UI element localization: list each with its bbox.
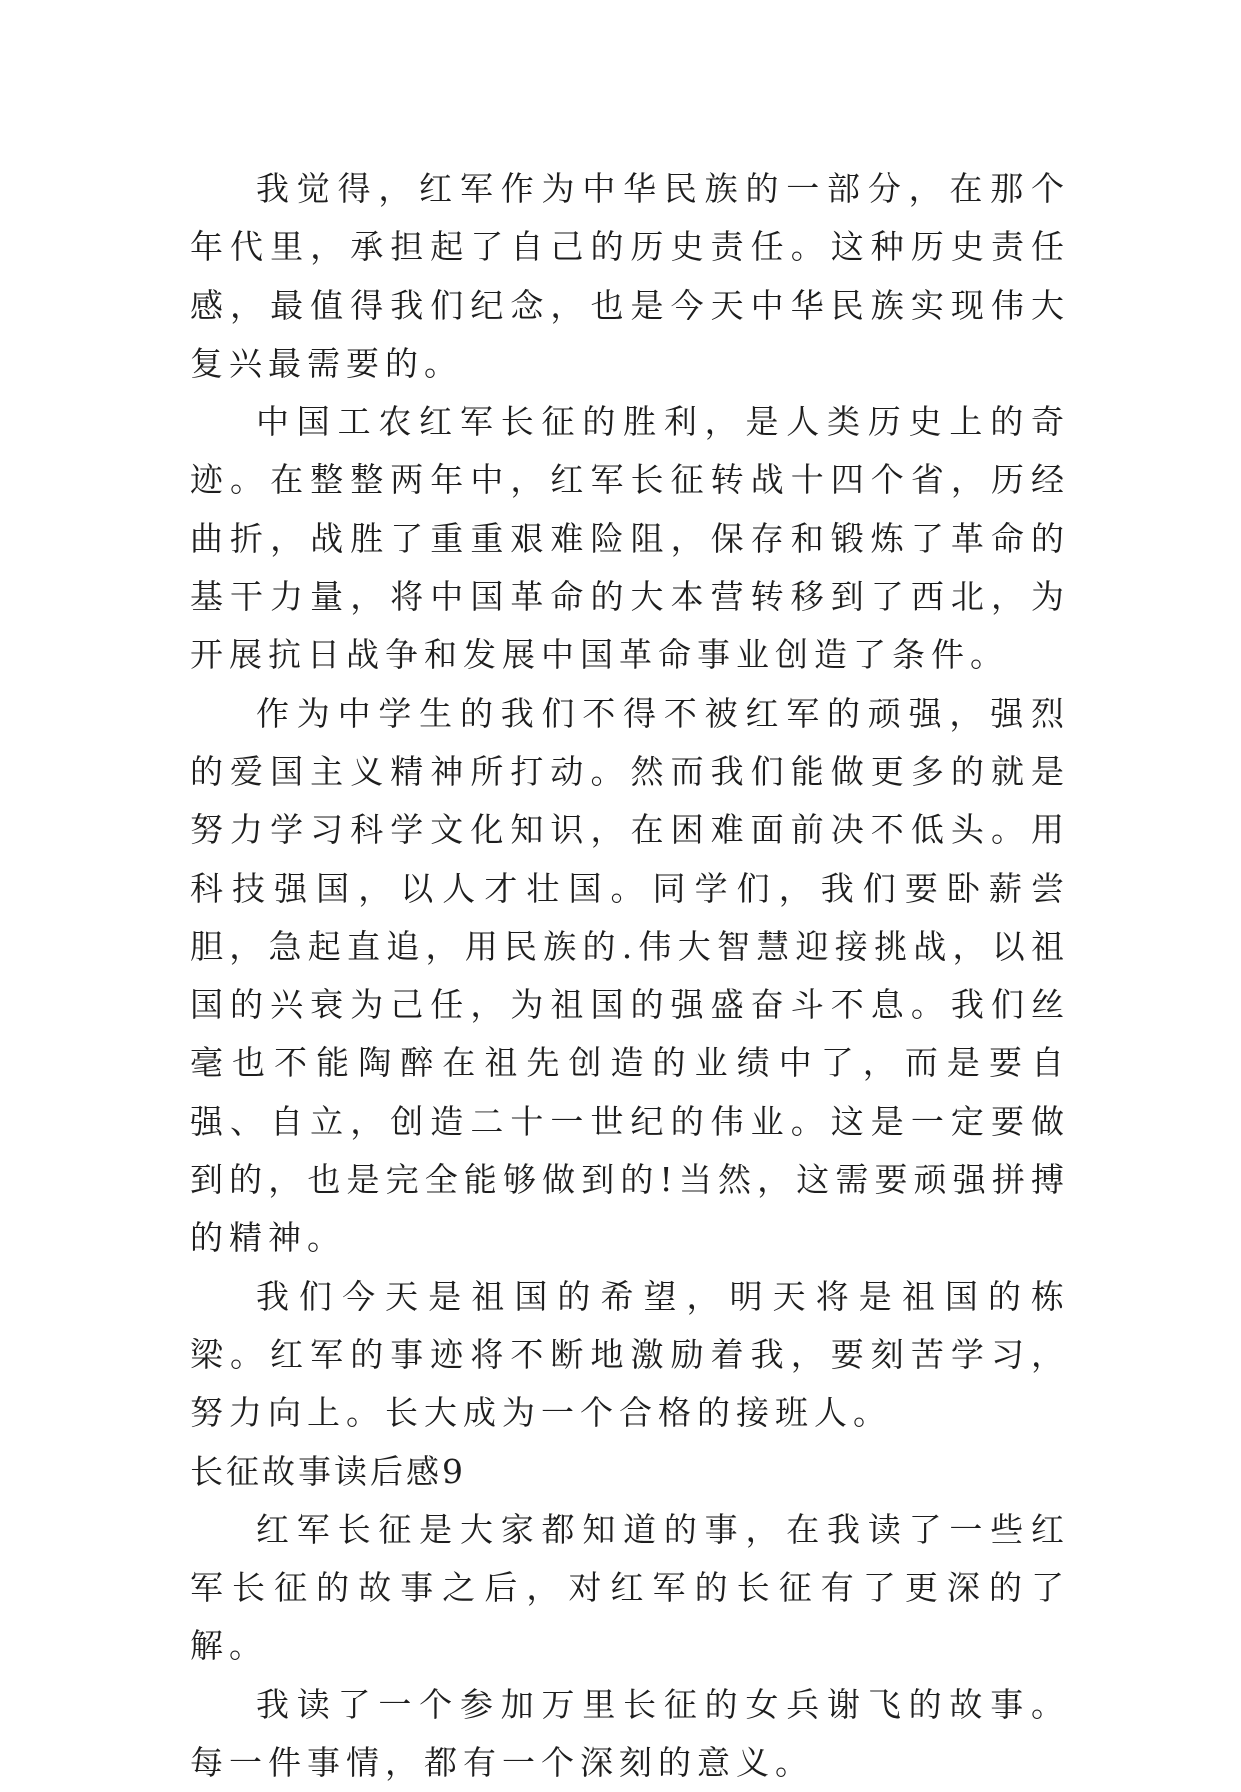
paragraph-responsibility: 我觉得，红军作为中华民族的一部分，在那个年代里，承担起了自己的历史责任。这种历史责任感，最值得我们纪念，也是今天中华民族实现伟大复兴最需要的。 [190,169,1070,383]
paragraph-students-inspired: 作为中学生的我们不得不被红军的顽强，强烈的爱国主义精神所打动。然而我们能做更多的就是努力学习科学文化知识，在困难面前决不低头。用科技强国，以人才壮国。同学们，我们要卧薪尝胆，急起直追，用民族的.伟大智慧迎接挑战，以祖国的兴衰为己任，为祖国的强盛奋斗不息。我们丝毫也不能陶醉在祖先创造的业绩中了，而是要自强、自立，创造二十一世纪的伟业。这是一定要做到的，也是完全能够做到的!当然，这需要顽强拼搏的精神。 [190,693,1070,1258]
paragraph-hope-of-nation: 我们今天是祖国的希望，明天将是祖国的栋梁。红军的事迹将不断地激励着我，要刻苦学习，努力向上。长大成为一个合格的接班人。 [190,1276,1070,1433]
paragraph-xie-fei-story: 我读了一个参加万里长征的女兵谢飞的故事。每一件事情，都有一个深刻的意义。 [190,1684,1070,1783]
paragraph-long-march-victory: 中国工农红军长征的胜利，是人类历史上的奇迹。在整整两年中，红军长征转战十四个省，历经曲折，战胜了重重艰难险阻，保存和锻炼了革命的基干力量，将中国革命的大本营转移到了西北，为开展抗日战争和发展中国革命事业创造了条件。 [190,402,1070,675]
paragraph-known-to-all: 红军长征是大家都知道的事，在我读了一些红军长征的故事之后，对红军的长征有了更深的了解。 [190,1509,1070,1666]
document-body [190,160,1070,1792]
section-heading: 长征故事读后感9 [190,1451,466,1491]
